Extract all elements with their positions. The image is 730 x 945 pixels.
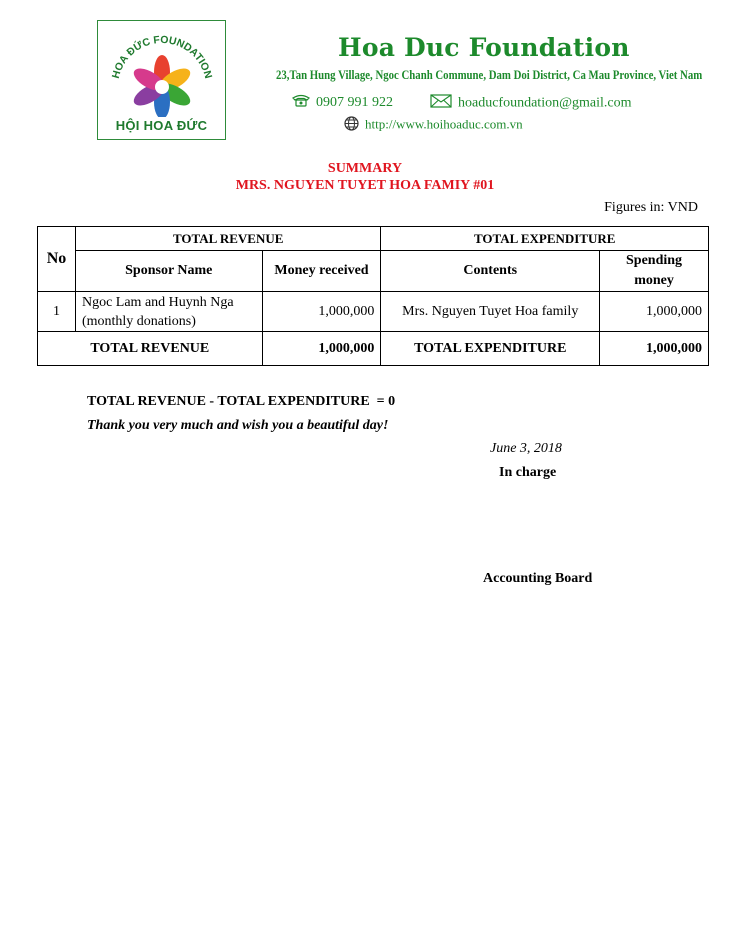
family-title: MRS. NGUYEN TUYET HOA FAMIY #01 <box>235 178 495 193</box>
website-link[interactable]: http://www.hoihoaduc.com.vn <box>365 116 523 132</box>
in-charge-label: In charge <box>499 465 557 480</box>
balance-summary: TOTAL REVENUE - TOTAL EXPENDITURE = 0 <box>87 394 396 409</box>
signatory-name: Accounting Board <box>483 571 593 586</box>
email-address[interactable]: hoaducfoundation@gmail.com <box>458 95 632 111</box>
envelope-icon <box>430 94 452 113</box>
total-expenditure-label: TOTAL EXPENDITURE <box>381 332 600 366</box>
table-subheader-row <box>38 251 709 292</box>
spending-cell: 1,000,000 <box>600 292 709 332</box>
sponsor-column-header: Sponsor Name <box>75 251 262 292</box>
organization-name: Hoa Duc Foundation <box>338 33 630 62</box>
email-contact <box>430 94 631 113</box>
figures-note: Figures in: VND <box>604 200 698 215</box>
foundation-logo <box>97 20 226 140</box>
sponsor-name-cell: Ngoc Lam and Huynh Nga (monthly donations) <box>75 292 262 332</box>
money-received-column-header: Money received <box>262 251 381 292</box>
total-revenue-value: 1,000,000 <box>262 332 381 366</box>
expenditure-header: TOTAL EXPENDITURE <box>381 227 709 251</box>
totals-row <box>38 332 709 366</box>
contents-cell: Mrs. Nguyen Tuyet Hoa family <box>381 292 600 332</box>
summary-title: SUMMARY <box>327 161 403 176</box>
revenue-header: TOTAL REVENUE <box>75 227 380 251</box>
thank-you-note: Thank you very much and wish you a beautiful day! <box>87 418 389 433</box>
lotus-logo-icon <box>98 21 224 117</box>
table-header-row <box>38 227 709 251</box>
row-number: 1 <box>38 292 76 332</box>
phone-number: 0907 991 922 <box>316 95 393 111</box>
globe-icon <box>344 116 359 135</box>
total-expenditure-value: 1,000,000 <box>600 332 709 366</box>
phone-contact <box>292 94 393 112</box>
logo-bottom-text: HỘI HOA ĐỨC <box>115 118 208 133</box>
phone-icon <box>292 94 310 112</box>
summary-table <box>37 226 709 366</box>
contents-column-header: Contents <box>381 251 600 292</box>
website-contact <box>344 116 523 135</box>
money-received-cell: 1,000,000 <box>262 292 381 332</box>
logo-arc-text: HOA ĐỨC FOUNDATION <box>109 33 215 80</box>
organization-address: 23,Tan Hung Village, Ngoc Chanh Commune, Dam Doi District, Ca Mau Province, Viet Nam <box>276 67 703 82</box>
spending-column-header: Spending money <box>600 251 709 292</box>
total-revenue-label: TOTAL REVENUE <box>38 332 263 366</box>
table-row <box>38 292 709 332</box>
document-date: June 3, 2018 <box>490 441 562 456</box>
no-header: No <box>38 227 76 292</box>
